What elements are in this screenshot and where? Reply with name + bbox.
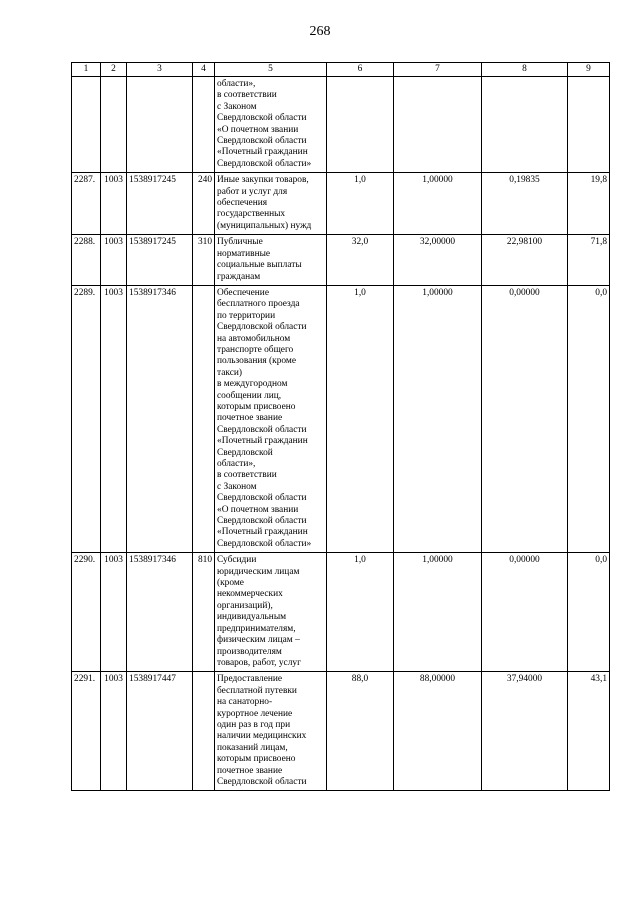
column-header: 6 — [327, 63, 394, 77]
row-number: 2291. — [72, 672, 101, 791]
item-name: Субсидии юридическим лицам (кроме некоммерческих организаций), индивидуальным предпринимателям, физическим лицам – производителям товаров, работ, услуг — [215, 553, 327, 672]
value-col8 — [482, 77, 568, 173]
table-row — [72, 173, 610, 235]
row-number: 2287. — [72, 173, 101, 235]
row-number: 2288. — [72, 235, 101, 286]
value-col9: 0,0 — [568, 553, 610, 672]
value-col7: 88,00000 — [394, 672, 482, 791]
table-row — [72, 553, 610, 672]
table-row — [72, 672, 610, 791]
value-col7: 1,00000 — [394, 173, 482, 235]
column-header: 5 — [215, 63, 327, 77]
value-col6: 1,0 — [327, 553, 394, 672]
value-col8: 37,94000 — [482, 672, 568, 791]
value-col8: 22,98100 — [482, 235, 568, 286]
value-col9: 43,1 — [568, 672, 610, 791]
value-col9: 71,8 — [568, 235, 610, 286]
value-col6: 88,0 — [327, 672, 394, 791]
expense-kind — [193, 672, 215, 791]
value-col7: 32,00000 — [394, 235, 482, 286]
expense-kind: 310 — [193, 235, 215, 286]
row-number: 2289. — [72, 285, 101, 552]
value-col8: 0,00000 — [482, 553, 568, 672]
budget-table — [71, 62, 610, 791]
item-name: Обеспечение бесплатного проезда по территории Свердловской области на автомобильном транспорте общего пользования (кроме такси) в междугородном сообщении лиц, которым присвоено почетное звание Свердловской области «Почетный гражданин Свердловской области», в соответствии с Законом Свердловской области «О почетном звании Свердловской области «Почетный гражданин Свердловской области» — [215, 285, 327, 552]
item-name: Предоставление бесплатной путевки на санаторно- курортное лечение один раз в год при наличии медицинских показаний лицам, которым присвоено почетное звание Свердловской области — [215, 672, 327, 791]
value-col7 — [394, 77, 482, 173]
value-col7: 1,00000 — [394, 285, 482, 552]
value-col9 — [568, 77, 610, 173]
page-number: 268 — [309, 24, 331, 39]
column-header: 3 — [127, 63, 193, 77]
column-header: 4 — [193, 63, 215, 77]
table-row — [72, 285, 610, 552]
expense-kind — [193, 285, 215, 552]
section-code: 1003 — [101, 672, 127, 791]
section-code: 1003 — [101, 553, 127, 672]
value-col8: 0,00000 — [482, 285, 568, 552]
value-col9: 0,0 — [568, 285, 610, 552]
column-header: 1 — [72, 63, 101, 77]
section-code: 1003 — [101, 173, 127, 235]
value-col7: 1,00000 — [394, 553, 482, 672]
column-header: 2 — [101, 63, 127, 77]
item-name: области», в соответствии с Законом Свердловской области «О почетном звании Свердловской области «Почетный гражданин Свердловской области» — [215, 77, 327, 173]
target-code: 1538917346 — [127, 285, 193, 552]
section-code — [101, 77, 127, 173]
table-row — [72, 235, 610, 286]
section-code: 1003 — [101, 235, 127, 286]
row-number — [72, 77, 101, 173]
expense-kind: 240 — [193, 173, 215, 235]
value-col6: 32,0 — [327, 235, 394, 286]
value-col9: 19,8 — [568, 173, 610, 235]
item-name: Иные закупки товаров, работ и услуг для обеспечения государственных (муниципальных) нужд — [215, 173, 327, 235]
expense-kind — [193, 77, 215, 173]
item-name: Публичные нормативные социальные выплаты гражданам — [215, 235, 327, 286]
section-code: 1003 — [101, 285, 127, 552]
value-col6 — [327, 77, 394, 173]
header-row — [72, 63, 610, 77]
value-col6: 1,0 — [327, 173, 394, 235]
expense-kind: 810 — [193, 553, 215, 672]
target-code: 1538917245 — [127, 173, 193, 235]
target-code: 1538917245 — [127, 235, 193, 286]
row-number: 2290. — [72, 553, 101, 672]
target-code: 1538917447 — [127, 672, 193, 791]
target-code — [127, 77, 193, 173]
column-header: 9 — [568, 63, 610, 77]
table-row — [72, 77, 610, 173]
column-header: 7 — [394, 63, 482, 77]
column-header: 8 — [482, 63, 568, 77]
value-col8: 0,19835 — [482, 173, 568, 235]
target-code: 1538917346 — [127, 553, 193, 672]
value-col6: 1,0 — [327, 285, 394, 552]
